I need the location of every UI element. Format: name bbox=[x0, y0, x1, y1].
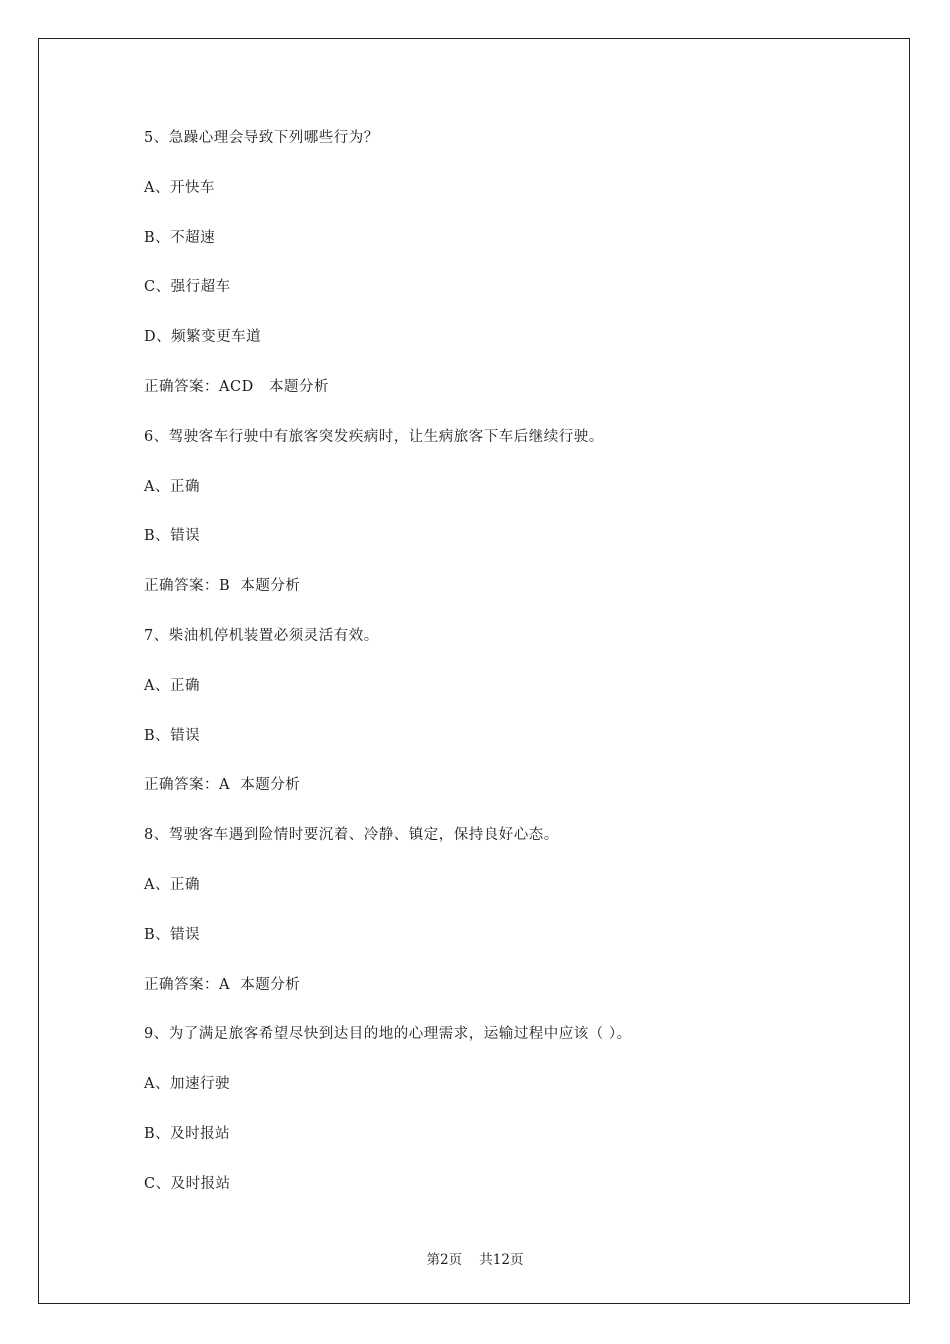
option-a: A、正确 bbox=[144, 478, 200, 495]
answer-text: 正确答案：B 本题分析 bbox=[144, 578, 301, 595]
question-text: 9、为了满足旅客希望尽快到达目的地的心理需求，运输过程中应该（ ）。 bbox=[144, 1026, 632, 1043]
option-a: A、加速行驶 bbox=[144, 1076, 230, 1093]
option-b: B、错误 bbox=[144, 528, 201, 545]
document-body bbox=[144, 128, 844, 1224]
option-a: A、正确 bbox=[144, 876, 200, 893]
option-a: A、开快车 bbox=[144, 179, 215, 196]
question-text: 6、驾驶客车行驶中有旅客突发疾病时，让生病旅客下车后继续行驶。 bbox=[144, 428, 604, 445]
option-c: C、及时报站 bbox=[144, 1175, 231, 1192]
question-text: 8、驾驶客车遇到险情时要沉着、冷静、镇定，保持良好心态。 bbox=[144, 827, 559, 844]
option-b: B、错误 bbox=[144, 926, 201, 943]
option-b: B、不超速 bbox=[144, 229, 216, 246]
option-b: B、及时报站 bbox=[144, 1125, 231, 1142]
answer-text: 正确答案：A 本题分析 bbox=[144, 976, 301, 993]
option-c: C、强行超车 bbox=[144, 279, 231, 296]
answer-text: 正确答案：ACD 本题分析 bbox=[144, 378, 330, 395]
option-b: B、错误 bbox=[144, 727, 201, 744]
option-a: A、正确 bbox=[144, 677, 200, 694]
option-d: D、频繁变更车道 bbox=[144, 329, 262, 346]
answer-text: 正确答案：A 本题分析 bbox=[144, 777, 301, 794]
question-text: 7、柴油机停机装置必须灵活有效。 bbox=[144, 627, 379, 644]
question-text: 5、急躁心理会导致下列哪些行为？ bbox=[144, 130, 379, 146]
page-number-footer: 第2页 共12页 bbox=[426, 1252, 524, 1268]
